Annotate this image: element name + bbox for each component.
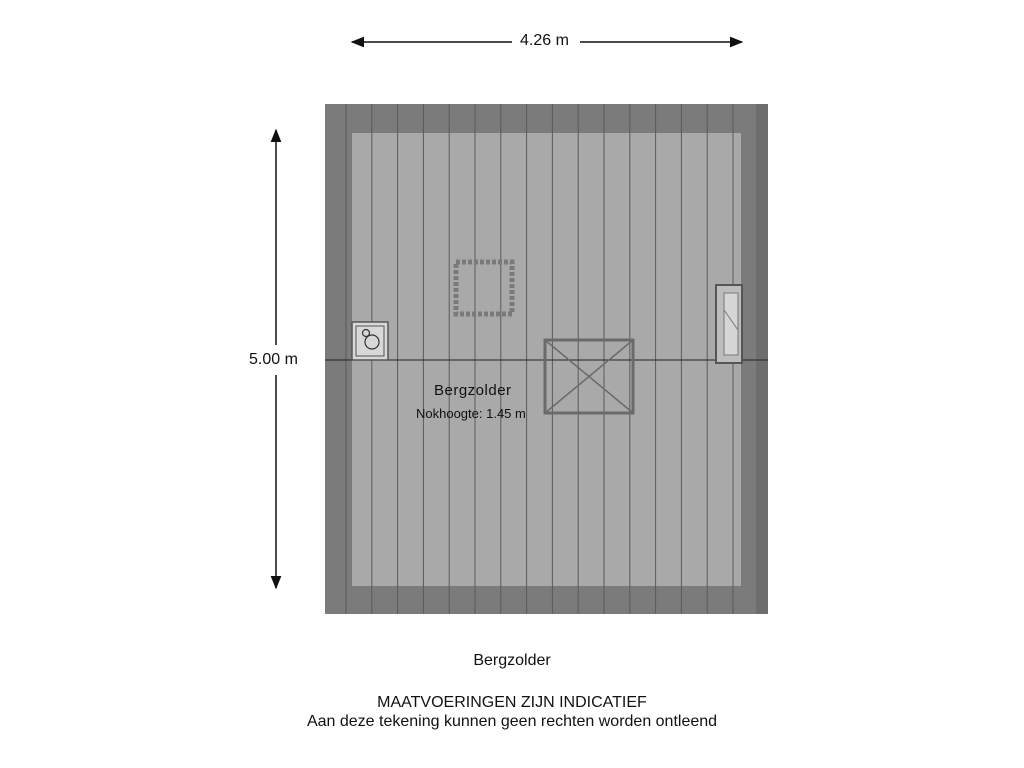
disclaimer-line-1: MAATVOERINGEN ZIJN INDICATIEF — [377, 694, 647, 711]
end-wall — [756, 104, 768, 614]
boiler-icon — [352, 322, 388, 360]
height-dimension-label: 5.00 m — [249, 351, 298, 368]
disclaimer-line-2: Aan deze tekening kunnen geen rechten worden ontleend — [306, 713, 718, 730]
width-dimension-label: 4.26 m — [520, 32, 569, 49]
ridge-height: Nokhoogte: 1.45 m — [416, 406, 526, 421]
room-name: Bergzolder — [434, 382, 512, 399]
wall-window — [716, 285, 742, 363]
floor-caption: Bergzolder — [473, 652, 551, 669]
